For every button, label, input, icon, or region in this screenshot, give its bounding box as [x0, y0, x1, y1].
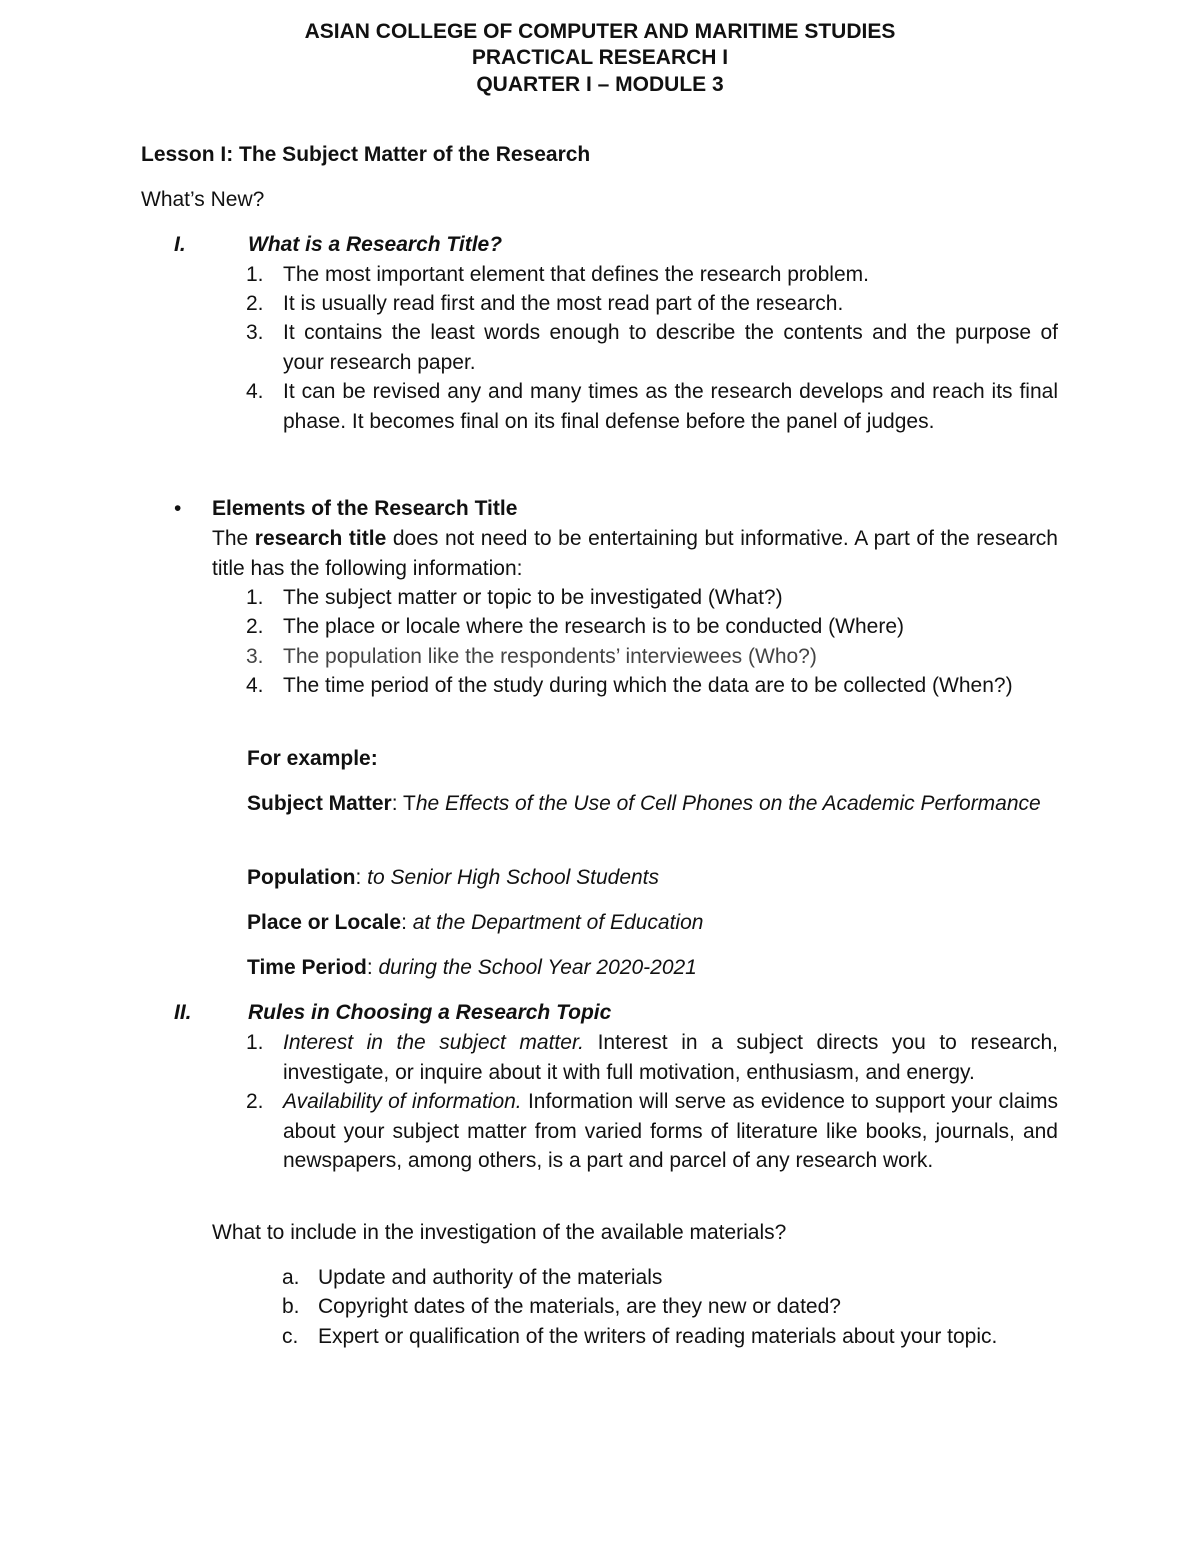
list-number: 3.	[246, 645, 264, 668]
elements-heading: Elements of the Research Title	[212, 497, 518, 520]
section-2-numeral: II.	[174, 1001, 192, 1024]
list-letter: c.	[282, 1325, 299, 1348]
subject-value: he Effects of the Use of Cell Phones on the Academic Performance	[415, 792, 1041, 815]
list-number: 4.	[246, 380, 264, 403]
example-place: Place or Locale: at the Department of Education	[247, 911, 704, 934]
example-population: Population: to Senior High School Students	[247, 866, 660, 889]
item-text: Information will serve as evidence to support your claims about your subject matter from varied forms of literature like books, journals, and newspapers, among others, is a part and parcel of any research work.	[283, 1090, 1059, 1173]
list-number: 4.	[246, 674, 264, 697]
list-item: The subject matter or topic to be investigated (What?)	[283, 586, 783, 609]
list-number: 1.	[246, 1031, 264, 1054]
list-item: It contains the least words enough to describe the contents and the purpose of your research paper.	[283, 321, 1058, 374]
time-label: Time Period	[247, 956, 367, 979]
list-item	[283, 1087, 1058, 1176]
header-line-2: PRACTICAL RESEARCH I	[471, 46, 729, 69]
list-number: 2.	[246, 292, 264, 315]
item-text: Interest in a subject directs you to research, investigate, or inquire about it with full motivation, enthusiasm, and energy.	[283, 1031, 1058, 1084]
intro-post: does not need to be entertaining but informative. A part of the research title has the following information:	[212, 527, 1058, 580]
list-number: 1.	[246, 263, 264, 286]
place-label: Place or Locale	[247, 911, 402, 934]
list-item: The most important element that defines the research problem.	[283, 263, 869, 286]
list-item: The population like the respondents’ interviewees (Who?)	[283, 645, 817, 668]
time-value: during the School Year 2020-2021	[378, 956, 697, 979]
item-lead: Availability of information.	[283, 1090, 522, 1113]
example-heading: For example:	[247, 747, 378, 770]
subject-label: Subject Matter	[247, 792, 392, 815]
list-item: Copyright dates of the materials, are they new or dated?	[318, 1295, 841, 1318]
section-2-title: Rules in Choosing a Research Topic	[248, 1001, 612, 1024]
list-item	[283, 1028, 1058, 1087]
list-item: Expert or qualification of the writers of reading materials about your topic.	[318, 1325, 998, 1348]
example-subject	[247, 789, 1058, 819]
subject-first: : T	[391, 792, 416, 815]
lesson-title: Lesson I: The Subject Matter of the Research	[141, 143, 591, 166]
header-line-3: QUARTER I – MODULE 3	[476, 73, 724, 96]
whats-new-heading: What’s New?	[141, 188, 265, 211]
intro-bold: research title	[254, 527, 387, 550]
list-number: 3.	[246, 321, 264, 344]
example-time: Time Period: during the School Year 2020-2021	[247, 956, 697, 979]
list-number: 1.	[246, 586, 264, 609]
elements-intro	[212, 524, 1058, 583]
list-letter: b.	[282, 1295, 300, 1318]
list-number: 2.	[246, 615, 264, 638]
section-1-title: What is a Research Title?	[248, 233, 503, 256]
item-lead: Interest in the subject matter.	[283, 1031, 584, 1054]
header-line-1: ASIAN COLLEGE OF COMPUTER AND MARITIME STUDIES	[304, 20, 896, 43]
list-item: The time period of the study during which the data are to be collected (When?)	[283, 674, 1013, 697]
list-item: Update and authority of the materials	[318, 1266, 663, 1289]
bullet-icon: •	[174, 497, 182, 520]
intro-pre: The	[212, 527, 255, 550]
population-value: to Senior High School Students	[367, 866, 660, 889]
materials-question: What to include in the investigation of the available materials?	[212, 1221, 787, 1244]
place-value: at the Department of Education	[412, 911, 704, 934]
list-item: It can be revised any and many times as the research develops and reach its final phase. It becomes final on its final defense before the panel of judges.	[283, 380, 1058, 433]
section-1-numeral: I.	[174, 233, 186, 256]
list-item: It is usually read first and the most read part of the research.	[283, 292, 844, 315]
list-letter: a.	[282, 1266, 300, 1289]
list-number: 2.	[246, 1090, 264, 1113]
list-item: The place or locale where the research is to be conducted (Where)	[283, 615, 904, 638]
population-label: Population	[247, 866, 356, 889]
